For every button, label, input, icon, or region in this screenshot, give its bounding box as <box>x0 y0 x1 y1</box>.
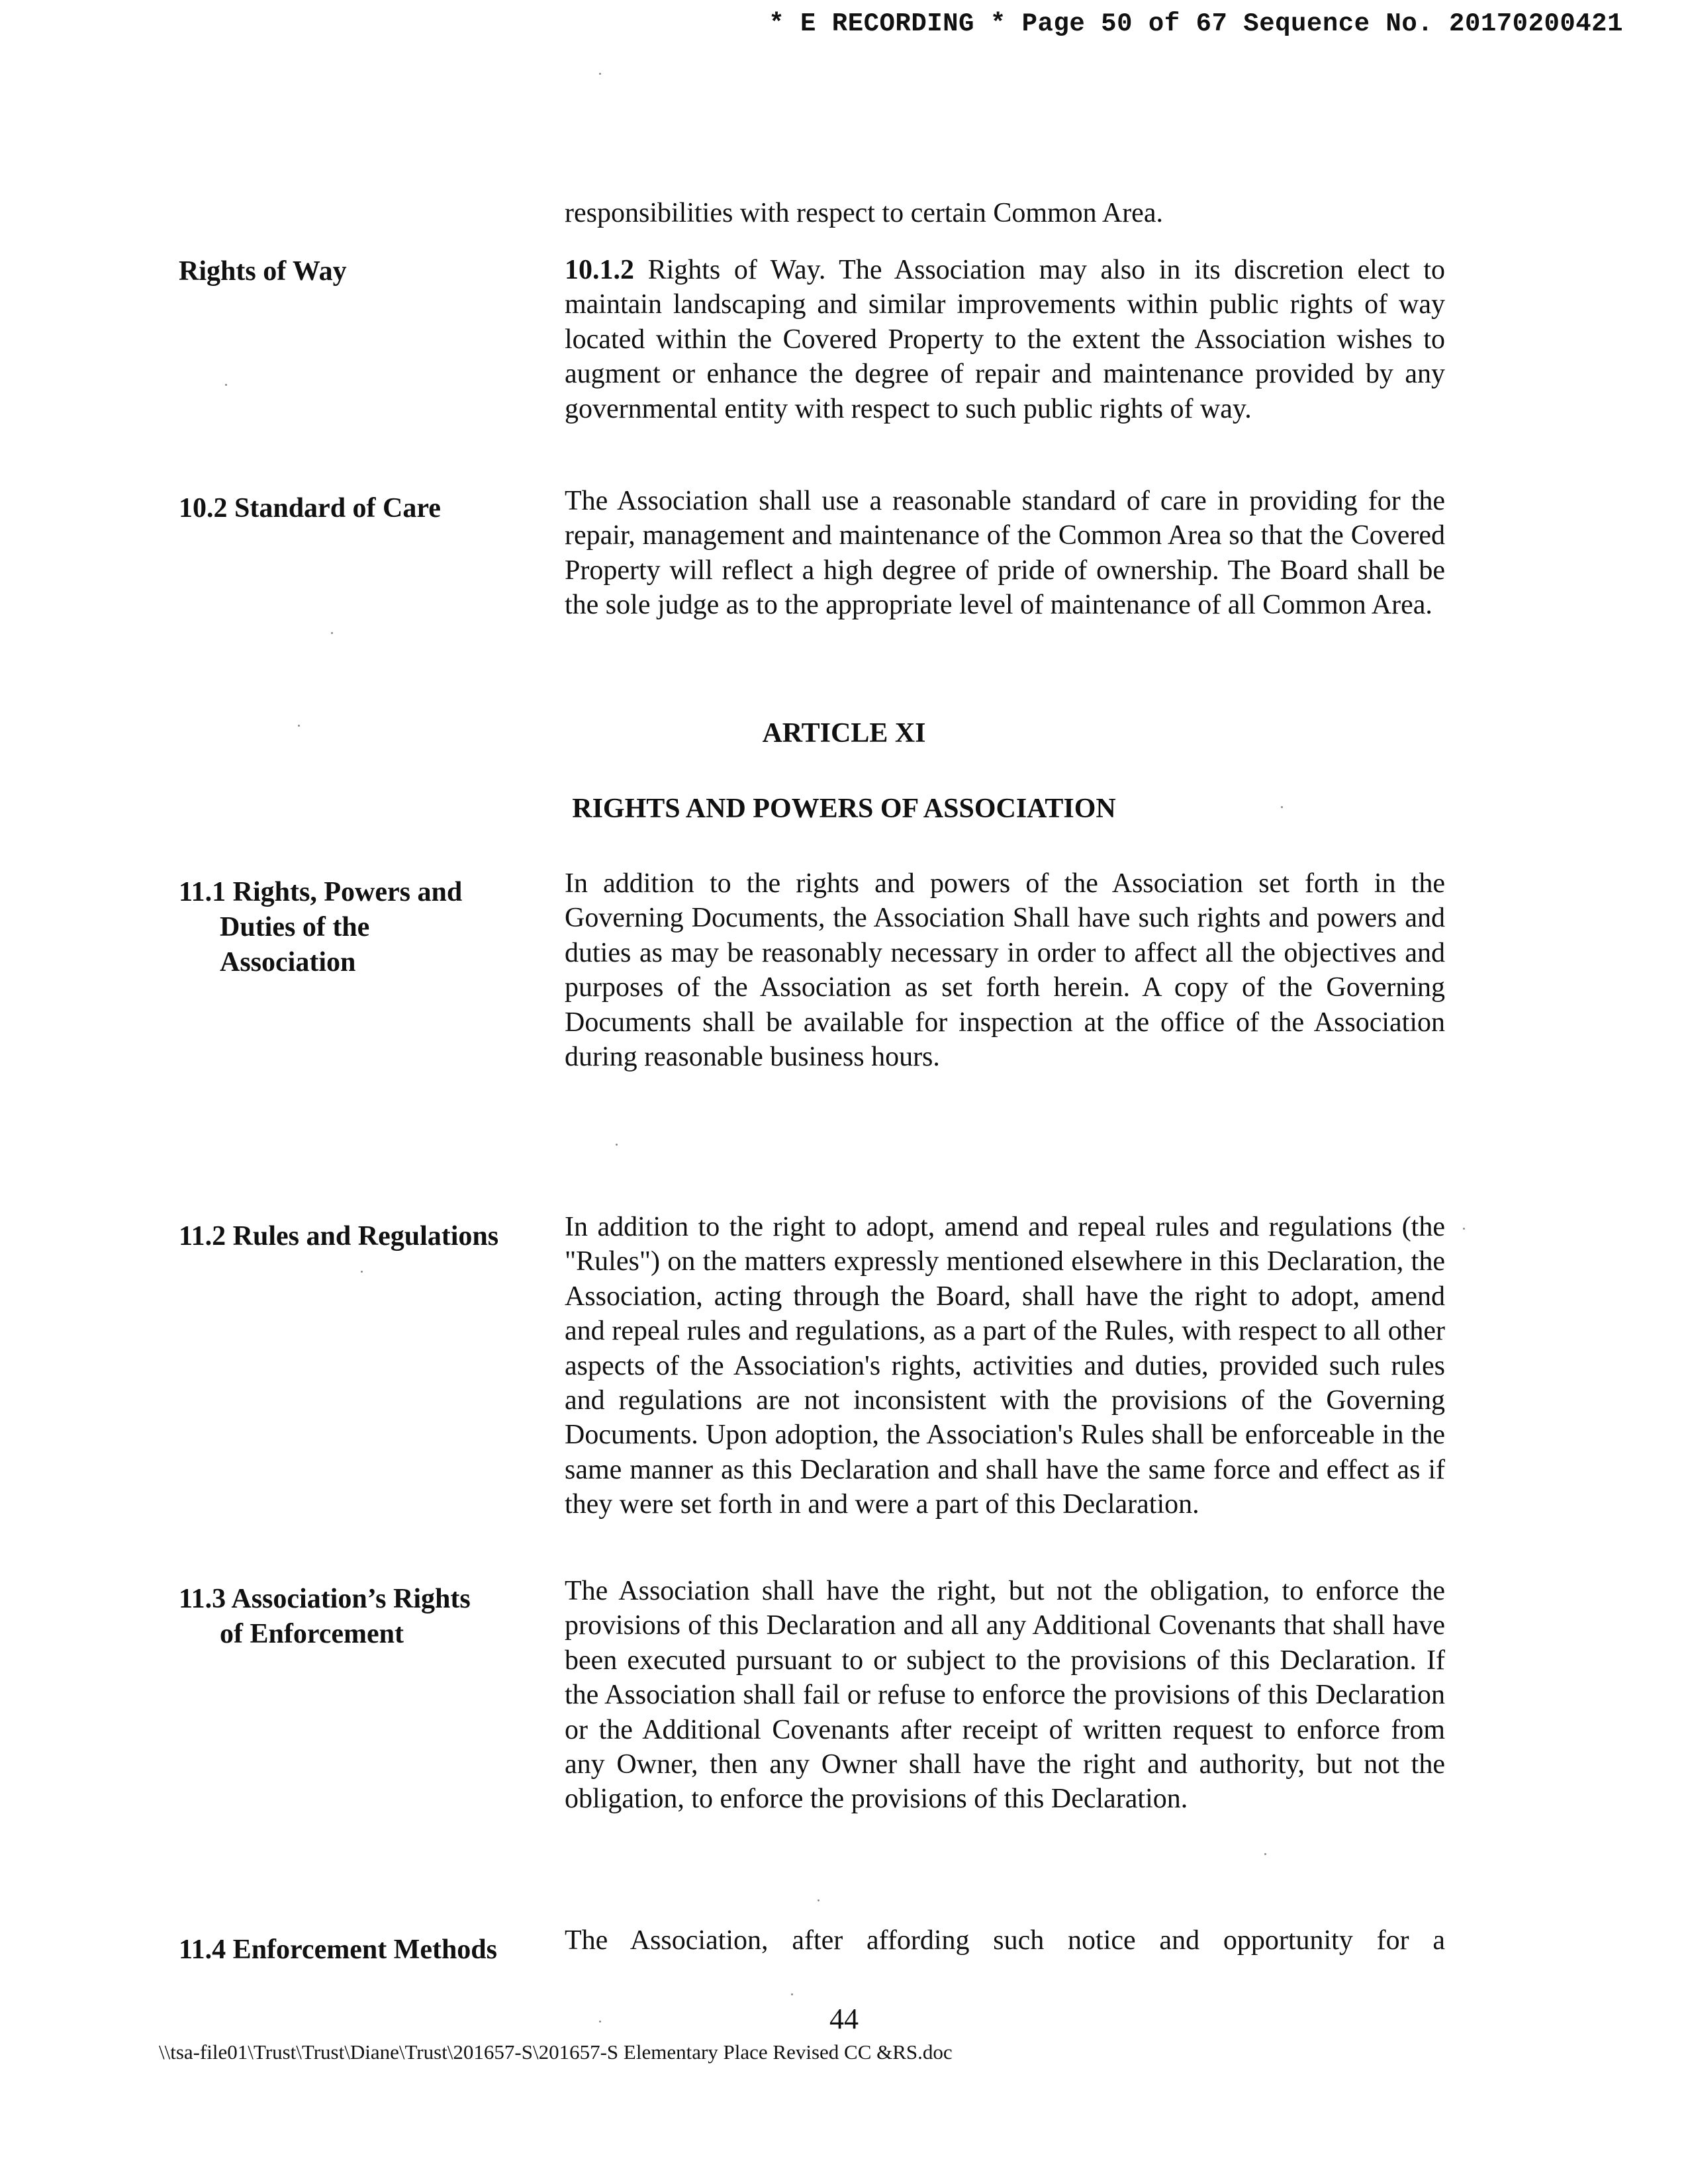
recording-header: * E RECORDING * Page 50 of 67 Sequence No. 20170200421 <box>769 9 1623 38</box>
section-11-3-paragraph: The Association shall have the right, but not the obligation, to enforce the provisions of this Declaration and all any Additional Covenants that shall have been executed pursuant to or subject to the provisions of this Declaration. If the Association shall fail or refuse to enforce the provisions of this Declaration or the Additional Covenants after receipt of written request to enforce from any Owner, then any Owner shall have the right and authority, but not the obligation, to enforce the provisions of this Declaration. <box>565 1576 1445 1815</box>
scan-speck <box>616 1144 618 1146</box>
side-heading-11-2: 11.2 Rules and Regulations <box>179 1221 499 1251</box>
side-heading-line: of Enforcement <box>220 1619 404 1649</box>
scan-speck <box>361 1271 363 1273</box>
scan-speck <box>818 1899 820 1901</box>
scan-speck <box>599 73 601 75</box>
side-heading-11-4: 11.4 Enforcement Methods <box>179 1934 498 1965</box>
side-heading-rights-of-way: Rights of Way <box>179 256 347 287</box>
scan-speck <box>331 632 333 634</box>
side-heading-line: 11.3 Association’s Rights <box>179 1584 471 1614</box>
rights-of-way-text: Rights of Way. The Association may also in its discretion elect to maintain landscaping and similar improvements within public rights of way located within the Covered Property to the extent the Association wishes to augment or enhance the degree of repair and maintenance provided by any governmental entity with respect to such public rights of way. <box>565 255 1445 424</box>
page-number: 44 <box>829 2003 859 2035</box>
article-number: ARTICLE XI <box>762 718 926 749</box>
section-11-1-paragraph: In addition to the rights and powers of the Association set forth in the Governing Documents, the Association Shall have such rights and powers and duties as may be reasonably necessary in order to affect all the objectives and purposes of the Association as set forth herein. A copy of the Governing Documents shall be available for inspection at the office of the Association during reasonable business hours. <box>565 868 1445 1073</box>
section-11-2-paragraph: In addition to the right to adopt, amend and repeal rules and regulations (the "Rules") on the matters expressly mentioned elsewhere in this Declaration, the Association, acting through the Board, shall have the right to adopt, amend and repeal rules and regulations, as a part of the Rules, with respect to all other aspects of the Association's rights, activities and duties, provided such rules and regulations are not inconsistent with the provisions of the Governing Documents. Upon adoption, the Association's Rules shall be enforceable in the same manner as this Declaration and shall have the same force and effect as if they were set forth in and were a part of this Declaration. <box>565 1212 1445 1520</box>
scan-speck <box>1264 1853 1266 1855</box>
side-heading-11-1 <box>179 875 549 980</box>
file-path-footer: \\tsa-file01\Trust\Trust\Diane\Trust\201657-S\201657-S Elementary Place Revised CC &RS.doc <box>159 2040 953 2064</box>
scan-speck <box>599 2021 601 2023</box>
scan-speck <box>225 384 227 386</box>
side-heading-line: Association <box>220 947 356 978</box>
side-heading-line: 11.1 Rights, Powers and <box>179 877 463 907</box>
scan-speck <box>1281 806 1283 808</box>
section-number: 10.1.2 <box>565 255 634 285</box>
rights-of-way-paragraph <box>565 253 1445 426</box>
side-heading-standard-of-care: 10.2 Standard of Care <box>179 493 441 523</box>
section-11-4-paragraph: The Association, after affording such notice and opportunity for a <box>565 1925 1445 1956</box>
continuation-text: responsibilities with respect to certain Common Area. <box>565 198 1163 228</box>
standard-of-care-paragraph: The Association shall use a reasonable standard of care in providing for the repair, management and maintenance of the Common Area so that the Covered Property will reflect a high degree of pride of ownership. The Board shall be the sole judge as to the appropriate level of maintenance of all Common Area. <box>565 486 1445 621</box>
scan-speck <box>791 1993 793 1995</box>
article-title: RIGHTS AND POWERS OF ASSOCIATION <box>572 794 1116 824</box>
scan-speck <box>1463 1228 1465 1230</box>
side-heading-11-3 <box>179 1582 549 1652</box>
side-heading-line: Duties of the <box>220 912 370 942</box>
scan-speck <box>298 725 300 727</box>
